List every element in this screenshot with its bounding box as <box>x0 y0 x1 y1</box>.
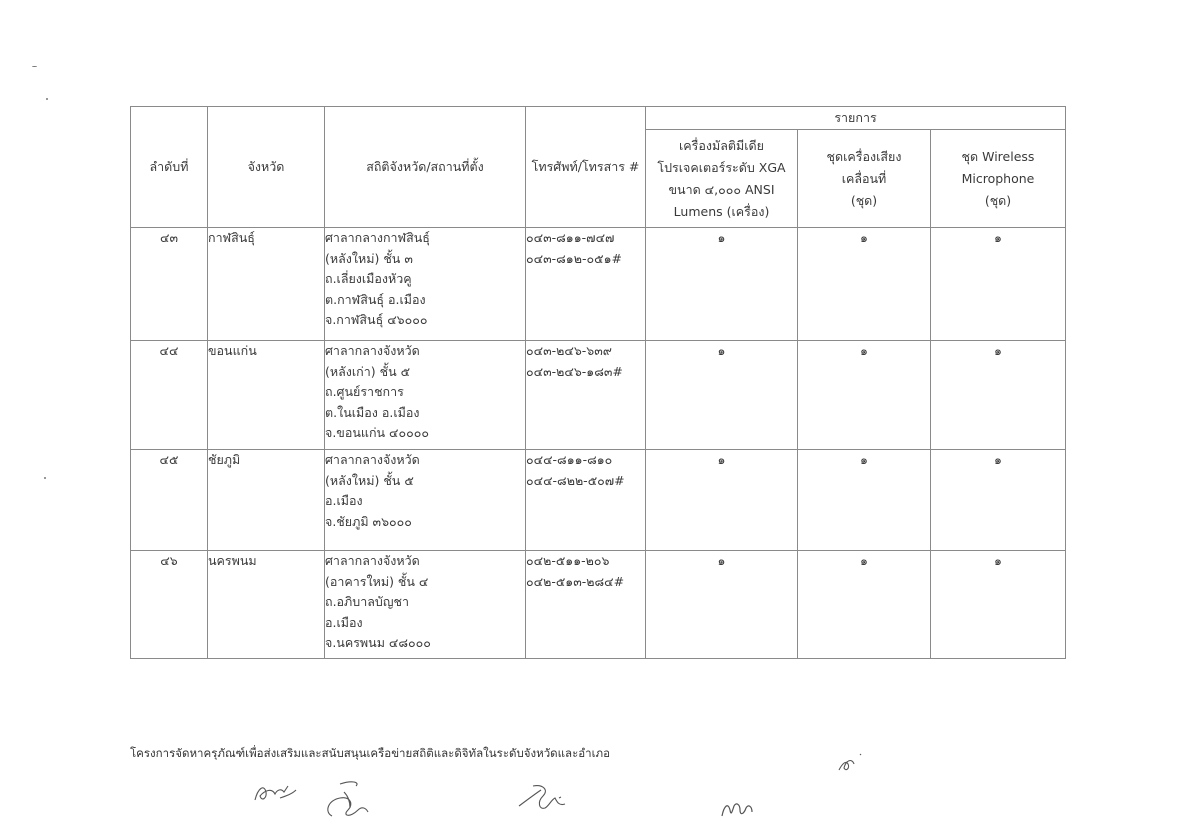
header-projector-line: ขนาด ๔,๐๐๐ ANSI <box>668 181 775 197</box>
signature-2 <box>320 778 380 823</box>
signature-5 <box>836 750 866 776</box>
row-mic-qty: ๑ <box>931 341 1066 450</box>
header-projector <box>646 130 798 228</box>
header-mic <box>931 130 1066 228</box>
scan-speck <box>46 98 48 100</box>
header-items-group: รายการ <box>646 107 1066 130</box>
address-line: (หลังใหม่) ชั้น ๓ <box>325 250 413 266</box>
row-address <box>325 551 526 659</box>
phone-line: ๐๔๓-๘๑๑-๗๔๗ <box>526 230 615 245</box>
row-province: ขอนแก่น <box>208 341 325 450</box>
header-mic-line: Microphone <box>961 170 1035 186</box>
address-line: (อาคารใหม่) ชั้น ๔ <box>325 573 429 589</box>
address-line: จ.นครพนม ๔๘๐๐๐ <box>325 635 431 650</box>
row-no: ๔๔ <box>131 341 208 450</box>
row-projector-qty: ๑ <box>646 341 798 450</box>
row-address <box>325 341 526 450</box>
row-phones <box>526 551 646 659</box>
address-line: ต.ในเมือง อ.เมือง <box>325 404 420 420</box>
phone-line: ๐๔๒-๕๑๓-๒๘๔# <box>526 573 625 589</box>
signature-4 <box>718 796 758 820</box>
header-province: จังหวัด <box>208 107 325 228</box>
row-projector-qty: ๑ <box>646 228 798 341</box>
row-sound-qty: ๑ <box>798 228 931 341</box>
header-row <box>131 107 1066 130</box>
table-row <box>131 228 1066 341</box>
row-phones <box>526 228 646 341</box>
row-province: ชัยภูมิ <box>208 450 325 551</box>
header-sound-line: ชุดเครื่องเสียง <box>826 148 902 164</box>
header-no: ลำดับที่ <box>131 107 208 228</box>
row-province: กาฬสินธุ์ <box>208 228 325 341</box>
address-line: ศาลากลางจังหวัด <box>325 452 420 467</box>
address-line: ถ.ศูนย์ราชการ <box>325 384 404 399</box>
header-phone: โทรศัพท์/โทรสาร # <box>526 107 646 228</box>
header-sound-line: เคลื่อนที่ <box>841 170 887 186</box>
signature-3 <box>515 780 575 820</box>
scan-speck <box>32 66 37 67</box>
row-sound-qty: ๑ <box>798 450 931 551</box>
address-line: อ.เมือง <box>325 493 363 508</box>
phone-line: ๐๔๔-๘๑๑-๘๑๐ <box>526 452 613 467</box>
phone-line: ๐๔๓-๘๑๒-๐๕๑# <box>526 250 622 266</box>
row-phones <box>526 450 646 551</box>
table-row <box>131 341 1066 450</box>
row-sound-qty: ๑ <box>798 341 931 450</box>
equipment-table <box>130 106 1066 659</box>
header-projector-line: เครื่องมัลติมีเดีย <box>679 137 764 153</box>
table-row <box>131 551 1066 659</box>
row-address <box>325 228 526 341</box>
row-address <box>325 450 526 551</box>
address-line: (หลังใหม่) ชั้น ๕ <box>325 472 414 488</box>
row-projector-qty: ๑ <box>646 450 798 551</box>
phone-line: ๐๔๓-๒๔๖-๖๓๙ <box>526 343 612 358</box>
header-projector-line: Lumens (เครื่อง) <box>673 203 770 219</box>
address-line: อ.เมือง <box>325 614 363 630</box>
table-row <box>131 450 1066 551</box>
address-line: ต.กาฬสินธุ์ อ.เมือง <box>325 291 426 307</box>
phone-line: ๐๔๔-๘๒๒-๕๐๗# <box>526 472 625 488</box>
address-line: (หลังเก่า) ชั้น ๕ <box>325 363 411 379</box>
footer-project-note: โครงการจัดหาครุภัณฑ์เพื่อส่งเสริมและสนับสนุนเครือข่ายสถิติและดิจิทัลในระดับจังหวัดและอำเภอ <box>130 746 611 760</box>
address-line: จ.ชัยภูมิ ๓๖๐๐๐ <box>325 513 412 529</box>
row-mic-qty: ๑ <box>931 551 1066 659</box>
header-projector-line: โปรเจคเตอร์ระดับ XGA <box>657 159 786 175</box>
address-line: ถ.อภิบาลบัญชา <box>325 594 409 609</box>
phone-line: ๐๔๒-๕๑๑-๒๐๖ <box>526 553 610 568</box>
header-sound <box>798 130 931 228</box>
row-province: นครพนม <box>208 551 325 659</box>
row-sound-qty: ๑ <box>798 551 931 659</box>
row-mic-qty: ๑ <box>931 228 1066 341</box>
row-projector-qty: ๑ <box>646 551 798 659</box>
row-no: ๔๓ <box>131 228 208 341</box>
address-line: ศาลากลางกาฬสินธุ์ <box>325 230 430 245</box>
address-line: ถ.เลี่ยงเมืองหัวคู <box>325 271 412 286</box>
address-line: ศาลากลางจังหวัด <box>325 553 420 568</box>
phone-line: ๐๔๓-๒๔๖-๑๘๓# <box>526 363 623 379</box>
address-line: จ.กาฬสินธุ์ ๔๖๐๐๐ <box>325 312 428 327</box>
address-line: จ.ขอนแก่น ๔๐๐๐๐ <box>325 425 430 440</box>
row-mic-qty: ๑ <box>931 450 1066 551</box>
signature-1 <box>250 778 300 808</box>
address-line: ศาลากลางจังหวัด <box>325 343 420 358</box>
row-phones <box>526 341 646 450</box>
scan-speck <box>44 477 46 479</box>
row-no: ๔๕ <box>131 450 208 551</box>
row-no: ๔๖ <box>131 551 208 659</box>
header-mic-unit: (ชุด) <box>984 192 1012 208</box>
header-office: สถิติจังหวัด/สถานที่ตั้ง <box>325 107 526 228</box>
header-mic-line: ชุด Wireless <box>961 148 1035 164</box>
header-sound-unit: (ชุด) <box>850 192 878 208</box>
